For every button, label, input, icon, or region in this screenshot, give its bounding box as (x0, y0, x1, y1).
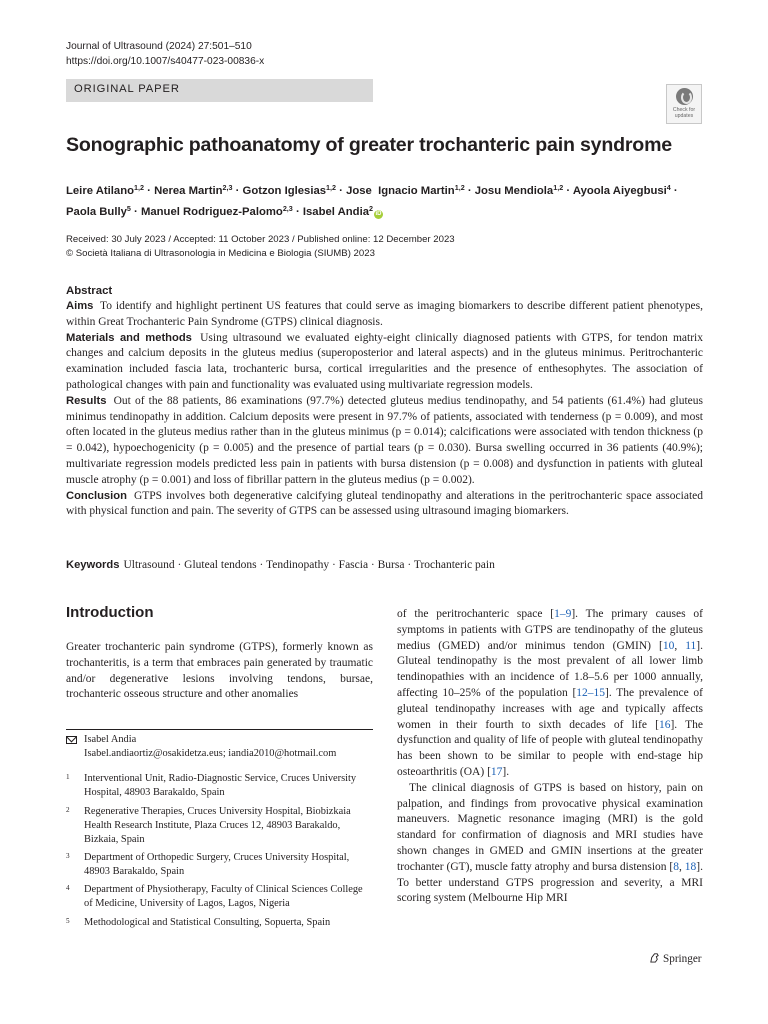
doi-link[interactable]: https://doi.org/10.1007/s40477-023-00836-x (66, 56, 265, 67)
author-name[interactable]: Manuel Rodriguez‑Palomo (140, 206, 283, 218)
citation-link[interactable]: 18 (684, 860, 697, 873)
methods-text: Using ultrasound we evaluated eighty-eight clinically diagnosed patients with GTPS, for tendon matrix changes and calcium deposits in the gluteus medius (superoposterior and lateral aspects) and in the gluteus minimus. Peritrochanteric examination included fascia lata, trochanteric bursa, cortical irregularities and the presence of enthesophytes. The association of pathological changes with pain and functionality was evaluated using multivariate regression models. (66, 331, 703, 391)
affiliation-text: Methodological and Statistical Consulting, Sopuerta, Spain (84, 917, 331, 928)
article-type-banner (66, 79, 373, 102)
copyright-line: © Società Italiana di Ultrasonologia in Medicina e Biologia (SIUMB) 2023 (66, 248, 375, 259)
check-for-updates-badge[interactable] (666, 84, 702, 124)
text-run: ]. The prevalence of gluteal tendinopathy increases with age and typically affects women in their fourth to sixth decades of life [ (397, 686, 703, 731)
abstract-heading: Abstract (66, 285, 113, 297)
author-list: Leire Atilano$^{1,2}$ · Nerea Martin$^{2,3}$ · Gotzon Iglesias$^{1,2}$ · Jose Ignacio Martin$^{1,2}$ · Josu Mendiola$^{1,2}$ · Ayoola Aiyegbusi$^4$ · Paola Bully$^5$ · Manuel Rodriguez‑Palomo$^{2,3}$ · Isabel Andia$^2$iD (66, 183, 678, 218)
affiliation-item (66, 883, 373, 911)
affiliation-number: 3 (66, 852, 70, 860)
citation-link[interactable]: 17 (490, 765, 503, 778)
author-name[interactable]: Gotzon Iglesias (242, 185, 327, 197)
conclusion-label: Conclusion (66, 489, 127, 502)
author-affiliation: 1,2 (134, 183, 145, 192)
citation-link[interactable]: 16 (658, 718, 671, 731)
publisher-name: Springer (663, 953, 702, 965)
text-run: of the peritrochanteric space [ (397, 608, 555, 620)
publication-history: Received: 30 July 2023 / Accepted: 11 October 2023 / Published online: 12 December 2023 (66, 234, 455, 245)
publisher-logo (649, 952, 702, 965)
affiliation-number: 4 (66, 884, 70, 892)
affiliation-item (66, 916, 373, 930)
affiliation-text: Department of Physiotherapy, Faculty of Clinical Sciences College of Medicine, University of Lagos, Lagos, Nigeria (84, 884, 363, 909)
aims-label: Aims (66, 300, 94, 312)
affiliation-number: 2 (66, 806, 70, 814)
abstract-results (66, 394, 703, 489)
author-affiliation: 1,2 (553, 183, 564, 192)
abstract-body (66, 299, 703, 520)
affiliation-text: Regenerative Therapies, Cruces University Hospital, Biobizkaia Health Research Institute, Plaza Cruces 12, 48903 Barakaldo, Bizkaia, Spain (84, 806, 351, 845)
author-affiliation: 2,3 (282, 204, 293, 213)
intro-right-column (397, 607, 703, 907)
text-run: ]. The dysfunction and quality of life of people with gluteal tendinopathy has been shown to be similar to people with end-stage hip osteoarthritis (OA) [ (397, 718, 703, 778)
intro-left-column (66, 640, 373, 703)
author-name[interactable]: Ayoola Aiyegbusi (572, 185, 667, 197)
author-name[interactable]: Isabel Andia (302, 206, 369, 218)
affiliation-item (66, 772, 373, 800)
citation-link[interactable]: 11 (685, 639, 697, 652)
correspondence-name: Isabel Andia (84, 734, 137, 745)
author-affiliation: 1,2 (326, 183, 337, 192)
author-name[interactable]: Jose Ignacio Martin (346, 185, 455, 197)
intro-paragraph-1 (397, 607, 703, 781)
results-label: Results (66, 394, 107, 407)
affiliation-item (66, 805, 373, 847)
author-affiliation: 2 (369, 204, 373, 213)
citation-link[interactable]: 1–9 (554, 608, 572, 620)
correspondence-emails[interactable]: Isabel.andiaortiz@osakidetza.eus; iandia2010@hotmail.com (84, 748, 337, 759)
intro-left-paragraph: Greater trochanteric pain syndrome (GTPS), formerly known as trochanteritis, is a term that embraces pain generated by traumatic and/or degenerative lesions involving tendons, bursae, trochanteric osseous structure and other anomalies (66, 641, 373, 701)
text-run: , (674, 639, 686, 652)
affiliation-text: Department of Orthopedic Surgery, Cruces University Hospital, 48903 Barakaldo, Spain (84, 852, 350, 877)
intro-paragraph-2 (397, 781, 703, 907)
text-run: The clinical diagnosis of GTPS is based on history, pain on palpation, and findings from provocative physical examination maneuvers. Magnetic resonance imaging (MRI) is the gold standard for confirmation of diagnosis and MRI studies have shown changes in GMED and GMIN insertions at the greater trochanter (GT), muscle fatty atrophy and bursa distension [ (397, 781, 703, 873)
introduction-heading: Introduction (66, 604, 154, 621)
abstract-aims (66, 299, 703, 331)
footnote-divider (66, 729, 373, 730)
badge-line-2: updates (674, 113, 694, 119)
text-run: , (679, 860, 685, 873)
affiliation-number: 5 (66, 917, 70, 925)
keywords-text: Ultrasound · Gluteal tendons · Tendinopathy · Fascia · Bursa · Trochanteric pain (123, 559, 495, 571)
abstract-conclusion (66, 489, 703, 521)
author-name[interactable]: Paola Bully (66, 206, 127, 218)
affiliation-text: Interventional Unit, Radio-Diagnostic Service, Cruces University Hospital, 48903 Barakaldo, Spain (84, 773, 357, 798)
text-run: ]. To better understand GTPS progression and severity, a MRI scoring system (Melbourne Hip MRI (397, 860, 703, 905)
author-name[interactable]: Nerea Martin (154, 185, 223, 197)
text-run: ]. (502, 765, 510, 778)
citation-link[interactable]: 8 (673, 860, 680, 873)
check-updates-icon (676, 88, 693, 105)
author-affiliation: 2,3 (222, 183, 233, 192)
text-run: ]. Gluteal tendinopathy is the most prevalent of all lower limb tendinopathies with an incidence of 1.8–5.6 per 1000 annually, affecting 10–25% of the population [ (397, 639, 703, 699)
keywords (66, 559, 495, 571)
envelope-icon (66, 736, 77, 744)
keywords-label: Keywords (66, 559, 120, 571)
paper-title: Sonographic pathoanatomy of greater trochanteric pain syndrome (66, 134, 672, 156)
citation-link[interactable]: 12–15 (576, 686, 606, 699)
aims-text: To identify and highlight pertinent US features that could serve as imaging biomarkers to describe different patient phenotypes, within Great Trochanteric Pain Syndrome (GTPS) clinical diagnosis. (66, 300, 703, 328)
author-affiliation: 1,2 (454, 183, 465, 192)
citation-link[interactable]: 10 (662, 639, 675, 652)
article-type-label: ORIGINAL PAPER (74, 83, 180, 95)
springer-horse-icon (649, 952, 660, 963)
results-text: Out of the 88 patients, 86 examinations (97.7%) detected gluteus medius tendinopathy, and 54 patients (61.4%) had gluteus minimus tendinopathy in addition. Calcium deposits were present in 97.7% of patients, associated with tenderness (p = 0.009), and most often located in the gluteus medius rather than in the gluteus minimus (p = 0.014); calcifications were associated with tendon thickness (p = 0.042), hypoechogenicity (p = 0.005) and the presence of partial tears (p = 0.030). Bursa swelling occurred in 36 patients (40.9%); multivariate regression models predicted less pain in patients with bursa distension (p = 0.008) and dysfunction in patients with gluteal muscle atrophy (p = 0.001) and loss of fibrillar pattern in the gluteus medius (p = 0.002). (66, 394, 704, 486)
author-affiliation: 5 (126, 204, 131, 213)
author-name[interactable]: Josu Mendiola (474, 185, 554, 197)
correspondence (66, 733, 373, 761)
journal-citation: Journal of Ultrasound (2024) 27:501–510 (66, 41, 252, 52)
abstract-methods (66, 331, 703, 394)
author-name[interactable]: Leire Atilano (66, 185, 135, 197)
badge-line-1: Check for (672, 107, 696, 113)
methods-label: Materials and methods (66, 331, 192, 344)
affiliation-item (66, 851, 373, 879)
orcid-icon[interactable]: iD (375, 211, 382, 217)
affiliation-number: 1 (66, 773, 70, 781)
text-run: ]. The primary causes of symptoms in patients with GTPS are tendinopathy of the gluteus medius (GMED) and/or minimus tendon (GMIN) [ (397, 608, 703, 652)
conclusion-text: GTPS involves both degenerative calcifying gluteal tendinopathy and alterations in the peritrochanteric space associated with physical function and pain. The severity of GTPS can be assessed using ultrasound imaging biomarkers. (66, 489, 703, 518)
author-affiliation: 4 (666, 183, 671, 192)
